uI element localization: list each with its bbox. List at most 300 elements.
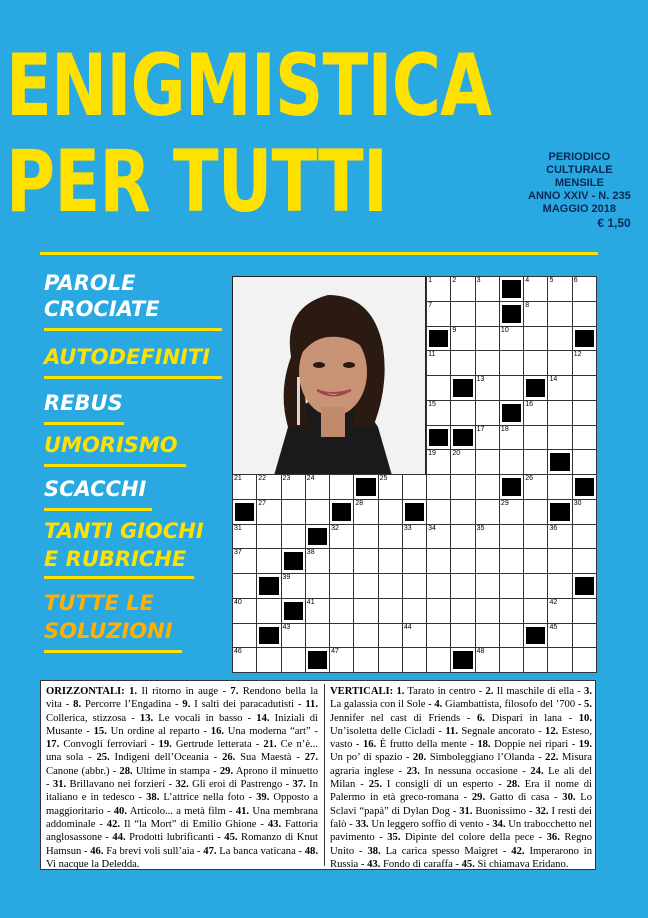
- black-square: [550, 453, 569, 471]
- grid-cell[interactable]: [378, 623, 403, 649]
- grid-cell[interactable]: [426, 400, 451, 426]
- clue-text: Un trabocchetto nel pavimento -: [330, 818, 592, 844]
- grid-cell[interactable]: [547, 548, 572, 574]
- grid-cell[interactable]: [475, 375, 500, 401]
- grid-cell[interactable]: [523, 524, 548, 550]
- cell-number: 5: [549, 277, 554, 284]
- issue-info: [528, 151, 631, 230]
- clue-number: 25.: [368, 779, 382, 791]
- clue-text: Percorre l’Engadina -: [81, 699, 183, 711]
- grid-cell[interactable]: [402, 598, 427, 624]
- grid-cell[interactable]: [402, 524, 427, 550]
- grid-cell[interactable]: [256, 598, 281, 624]
- clue-number: 43.: [367, 858, 381, 870]
- grid-cell[interactable]: [499, 350, 524, 376]
- clue-number: 33.: [355, 818, 369, 830]
- grid-cell[interactable]: [499, 499, 524, 525]
- grid-cell[interactable]: [499, 598, 524, 624]
- grid-cell[interactable]: [256, 647, 281, 673]
- grid-cell[interactable]: [402, 548, 427, 574]
- divider: [44, 576, 194, 579]
- grid-cell[interactable]: [450, 598, 475, 624]
- grid-cell[interactable]: [499, 524, 524, 550]
- grid-cell[interactable]: [572, 449, 597, 475]
- cell-number: 47: [331, 648, 339, 656]
- clue-text: La banca vaticana -: [216, 845, 305, 857]
- grid-cell[interactable]: [547, 623, 572, 649]
- grid-cell[interactable]: [353, 524, 378, 550]
- clue-number: 19.: [578, 739, 593, 751]
- grid-cell[interactable]: [281, 647, 306, 673]
- clue-text: Il maschile di ella -: [493, 686, 585, 697]
- grid-cell[interactable]: [281, 499, 306, 525]
- grid-cell[interactable]: [450, 499, 475, 525]
- clue-text: Sua Maestà -: [235, 752, 305, 764]
- grid-cell[interactable]: [475, 598, 500, 624]
- grid-cell[interactable]: [523, 598, 548, 624]
- grid-cell[interactable]: [572, 524, 597, 550]
- grid-cell[interactable]: [572, 276, 597, 302]
- clue-text: Ultime in stampa -: [132, 765, 220, 777]
- grid-cell[interactable]: [523, 474, 548, 500]
- menu-item: AUTODEFINITI: [44, 345, 211, 369]
- grid-cell[interactable]: [281, 623, 306, 649]
- grid-cell[interactable]: [572, 548, 597, 574]
- grid-cell[interactable]: [523, 425, 548, 451]
- grid-cell[interactable]: [523, 647, 548, 673]
- grid-cell[interactable]: [475, 350, 500, 376]
- grid-cell[interactable]: [426, 474, 451, 500]
- grid-cell[interactable]: [547, 400, 572, 426]
- grid-cell[interactable]: [329, 598, 354, 624]
- clue-number: 16.: [210, 725, 225, 737]
- grid-cell[interactable]: [426, 524, 451, 550]
- grid-cell[interactable]: [523, 573, 548, 599]
- grid-cell[interactable]: [426, 449, 451, 475]
- cell-number: 12: [573, 351, 582, 359]
- clue-number: 37.: [292, 779, 306, 791]
- clue-number: 1.: [396, 686, 405, 697]
- grid-cell[interactable]: [547, 425, 572, 451]
- cell-number: 2: [452, 277, 457, 284]
- grid-cell[interactable]: [499, 647, 524, 673]
- clue-number: 32.: [535, 805, 549, 817]
- grid-cell[interactable]: [256, 499, 281, 525]
- grid-cell[interactable]: [475, 623, 500, 649]
- clue-number: 5.: [584, 699, 592, 711]
- grid-cell[interactable]: [499, 548, 524, 574]
- grid-cell[interactable]: [378, 499, 403, 525]
- clue-number: 47.: [203, 845, 217, 857]
- clue-number: 42.: [106, 818, 121, 830]
- grid-cell[interactable]: [499, 425, 524, 451]
- black-square: [502, 478, 521, 496]
- grid-cell[interactable]: [523, 449, 548, 475]
- grid-cell[interactable]: [572, 301, 597, 327]
- grid-cell[interactable]: [547, 598, 572, 624]
- grid-cell[interactable]: [450, 524, 475, 550]
- clue-text: Lo Sclavi “papà” di Dylan Dog -: [330, 792, 593, 817]
- black-cell: [523, 623, 548, 649]
- divider: [44, 650, 182, 653]
- across-title: ORIZZONTALI:: [46, 686, 125, 697]
- grid-cell[interactable]: [232, 474, 257, 500]
- cell-number: 21: [234, 475, 242, 482]
- cell-number: 37: [234, 549, 242, 557]
- grid-cell[interactable]: [426, 301, 451, 327]
- clue-number: 38.: [367, 845, 381, 857]
- clue-text: Fondo di caraffa -: [380, 858, 462, 870]
- grid-cell[interactable]: [523, 548, 548, 574]
- grid-cell[interactable]: [475, 449, 500, 475]
- clue-text: Esteso, vasto -: [330, 725, 592, 751]
- grid-cell[interactable]: [329, 573, 354, 599]
- grid-cell[interactable]: [305, 499, 330, 525]
- grid-cell[interactable]: [475, 499, 500, 525]
- grid-cell[interactable]: [353, 573, 378, 599]
- grid-cell[interactable]: [305, 598, 330, 624]
- clue-number: 15.: [93, 725, 107, 737]
- clue-text: Il ritorno in auge -: [137, 686, 231, 697]
- clue-text: Romanzo di Knut Hamsun -: [46, 832, 318, 857]
- grid-cell[interactable]: [450, 623, 475, 649]
- cell-number: 4: [525, 277, 530, 284]
- black-cell: [499, 276, 524, 302]
- grid-cell[interactable]: [402, 623, 427, 649]
- cell-number: 27: [258, 499, 267, 507]
- black-cell: [353, 474, 378, 500]
- grid-cell[interactable]: [353, 548, 378, 574]
- price: € 1,50: [597, 216, 631, 230]
- cell-number: 30: [573, 499, 582, 507]
- grid-cell[interactable]: [232, 548, 257, 574]
- grid-cell[interactable]: [232, 524, 257, 550]
- grid-cell[interactable]: [499, 375, 524, 401]
- grid-cell[interactable]: [232, 647, 257, 673]
- clue-number: 2.: [485, 686, 494, 697]
- clue-text: Un leggero soffio di vento -: [368, 818, 493, 830]
- clue-number: 11.: [305, 699, 318, 711]
- black-square: [308, 528, 327, 546]
- clue-number: 27.: [304, 752, 318, 764]
- grid-cell[interactable]: [329, 647, 354, 673]
- cell-number: 44: [403, 623, 412, 631]
- grid-cell[interactable]: [305, 474, 330, 500]
- cell-number: 32: [331, 524, 339, 532]
- grid-cell[interactable]: [329, 474, 354, 500]
- clue-number: 45.: [461, 858, 475, 870]
- info-line: CULTURALE: [546, 164, 613, 176]
- clue-text: Iniziali di Musante -: [46, 712, 319, 737]
- grid-cell[interactable]: [378, 573, 403, 599]
- cell-number: 38: [306, 549, 315, 557]
- grid-cell[interactable]: [475, 326, 500, 352]
- grid-cell[interactable]: [450, 301, 475, 327]
- grid-cell[interactable]: [353, 598, 378, 624]
- cell-number: 26: [525, 475, 533, 482]
- grid-cell[interactable]: [450, 400, 475, 426]
- grid-cell[interactable]: [426, 548, 451, 574]
- cell-number: 6: [573, 277, 578, 284]
- grid-cell[interactable]: [499, 449, 524, 475]
- clue-number: 6.: [476, 712, 485, 724]
- cell-number: 3: [476, 277, 481, 284]
- cell-number: 8: [525, 301, 530, 309]
- grid-cell[interactable]: [450, 573, 475, 599]
- cell-number: 31: [234, 524, 242, 532]
- grid-cell[interactable]: [426, 499, 451, 525]
- grid-cell[interactable]: [523, 499, 548, 525]
- black-cell: [281, 598, 306, 624]
- clue-text: Le vocali in basso -: [153, 712, 257, 724]
- grid-cell[interactable]: [499, 623, 524, 649]
- grid-cell[interactable]: [353, 499, 378, 525]
- grid-cell[interactable]: [523, 276, 548, 302]
- clue-text: I consigli di un esperto -: [381, 779, 507, 791]
- grid-cell[interactable]: [475, 548, 500, 574]
- grid-cell[interactable]: [232, 573, 257, 599]
- grid-cell[interactable]: [426, 375, 451, 401]
- black-cell: [523, 375, 548, 401]
- grid-cell[interactable]: [547, 326, 572, 352]
- grid-cell[interactable]: [329, 623, 354, 649]
- grid-cell[interactable]: [329, 524, 354, 550]
- clue-number: 40.: [113, 805, 127, 817]
- black-square: [356, 478, 375, 496]
- grid-cell[interactable]: [402, 474, 427, 500]
- grid-cell[interactable]: [378, 647, 403, 673]
- black-cell: [547, 449, 572, 475]
- grid-cell[interactable]: [232, 598, 257, 624]
- clue-number: 14.: [256, 712, 270, 724]
- clue-text: Regno Unito -: [330, 832, 593, 857]
- grid-cell[interactable]: [523, 326, 548, 352]
- grid-cell[interactable]: [450, 350, 475, 376]
- clue-number: 44.: [112, 832, 126, 844]
- menu-item: PAROLE: [44, 271, 136, 295]
- black-square: [235, 503, 254, 521]
- grid-cell[interactable]: [353, 647, 378, 673]
- crossword-grid: [232, 276, 596, 672]
- clue-text: Era il nome di Palermo in età greco-romana -: [330, 779, 592, 804]
- clue-text: Dispari in lana -: [484, 712, 579, 724]
- title-line-2: PER TUTTI: [6, 132, 388, 232]
- grid-cell[interactable]: [305, 573, 330, 599]
- grid-cell[interactable]: [232, 623, 257, 649]
- grid-cell[interactable]: [256, 474, 281, 500]
- info-line: MAGGIO 2018: [542, 203, 617, 215]
- grid-cell[interactable]: [426, 647, 451, 673]
- black-cell: [450, 425, 475, 451]
- grid-cell[interactable]: [475, 276, 500, 302]
- grid-cell[interactable]: [256, 548, 281, 574]
- grid-cell[interactable]: [572, 499, 597, 525]
- grid-cell[interactable]: [426, 573, 451, 599]
- clue-text: Una membrana addominale -: [46, 805, 318, 830]
- black-cell: [450, 375, 475, 401]
- black-cell: [256, 623, 281, 649]
- grid-cell[interactable]: [353, 623, 378, 649]
- black-cell: [256, 573, 281, 599]
- black-square: [259, 627, 278, 645]
- clue-text: Si chiamava Eridano.: [474, 858, 569, 870]
- clue-number: 9.: [182, 699, 191, 711]
- black-cell: [499, 400, 524, 426]
- divider: [324, 684, 325, 866]
- grid-cell[interactable]: [426, 598, 451, 624]
- clue-text: Le ali del Milan -: [330, 765, 592, 791]
- grid-cell[interactable]: [426, 623, 451, 649]
- down-title: VERTICALI:: [330, 686, 394, 697]
- divider: [44, 422, 124, 425]
- clue-number: 31.: [459, 805, 473, 817]
- grid-cell[interactable]: [547, 573, 572, 599]
- clue-number: 10.: [578, 712, 592, 724]
- clue-number: 42.: [511, 845, 525, 857]
- black-square: [308, 651, 327, 669]
- clue-text: Prodotti lubrificanti -: [125, 832, 225, 844]
- grid-cell[interactable]: [426, 276, 451, 302]
- grid-cell[interactable]: [450, 548, 475, 574]
- clue-number: 29.: [471, 792, 486, 804]
- cell-number: 16: [525, 400, 533, 408]
- clue-text: Simboleggiano l’Olanda -: [426, 752, 546, 764]
- grid-cell[interactable]: [402, 573, 427, 599]
- black-cell: [499, 301, 524, 327]
- grid-cell[interactable]: [378, 548, 403, 574]
- black-square: [575, 577, 594, 595]
- clue-text: Vi nacque la Deledda.: [46, 858, 140, 870]
- grid-cell[interactable]: [572, 350, 597, 376]
- grid-cell[interactable]: [572, 647, 597, 673]
- clue-number: 13.: [139, 712, 154, 724]
- grid-cell[interactable]: [305, 548, 330, 574]
- clue-text: Rendono bella la vita -: [46, 686, 318, 711]
- grid-cell[interactable]: [281, 474, 306, 500]
- grid-cell[interactable]: [305, 623, 330, 649]
- grid-cell[interactable]: [426, 350, 451, 376]
- cell-number: 18: [500, 425, 509, 433]
- grid-cell[interactable]: [475, 647, 500, 673]
- grid-cell[interactable]: [450, 474, 475, 500]
- grid-cell[interactable]: [547, 350, 572, 376]
- grid-cell[interactable]: [475, 474, 500, 500]
- clue-text: I salti dei paracadutisti -: [190, 699, 306, 711]
- grid-cell[interactable]: [281, 573, 306, 599]
- grid-cell[interactable]: [572, 400, 597, 426]
- grid-cell[interactable]: [378, 524, 403, 550]
- clue-number: 19.: [158, 739, 172, 751]
- grid-cell[interactable]: [547, 301, 572, 327]
- black-square: [284, 552, 303, 570]
- grid-cell[interactable]: [378, 598, 403, 624]
- grid-cell[interactable]: [378, 474, 403, 500]
- clue-text: Imperarono in Russia -: [330, 845, 592, 870]
- black-cell: [402, 499, 427, 525]
- grid-cell[interactable]: [499, 326, 524, 352]
- clue-number: 4.: [434, 699, 443, 711]
- grid-cell[interactable]: [572, 623, 597, 649]
- grid-cell[interactable]: [572, 598, 597, 624]
- grid-cell[interactable]: [547, 276, 572, 302]
- clue-number: 20.: [412, 752, 427, 764]
- cell-number: 11: [428, 351, 436, 359]
- clue-text: Un po’ di spazio -: [330, 752, 413, 764]
- black-square: [259, 577, 278, 595]
- grid-cell[interactable]: [402, 647, 427, 673]
- cell-number: 46: [234, 648, 242, 656]
- info-line: ANNO XXIV - N. 235: [528, 190, 631, 202]
- black-cell: [329, 499, 354, 525]
- cell-number: 20: [452, 450, 461, 458]
- menu-item: TANTI GIOCHI: [44, 519, 204, 543]
- clue-text: Gli eroi di Pastrengo -: [188, 779, 293, 791]
- grid-cell[interactable]: [523, 350, 548, 376]
- grid-cell[interactable]: [547, 375, 572, 401]
- cell-number: 22: [258, 475, 267, 482]
- cell-number: 28: [355, 499, 364, 507]
- grid-cell[interactable]: [475, 524, 500, 550]
- black-square: [502, 280, 521, 298]
- grid-cell[interactable]: [450, 276, 475, 302]
- cell-number: 35: [476, 524, 485, 532]
- grid-cell[interactable]: [475, 573, 500, 599]
- clue-number: 29.: [219, 765, 234, 777]
- clue-number: 1.: [129, 686, 138, 697]
- grid-cell[interactable]: [475, 301, 500, 327]
- grid-cell[interactable]: [572, 425, 597, 451]
- clue-number: 48.: [304, 845, 318, 857]
- black-square: [332, 503, 351, 521]
- clue-text: L’attrice nella foto -: [159, 792, 257, 804]
- clue-number: 24.: [530, 765, 544, 777]
- grid-cell[interactable]: [547, 524, 572, 550]
- clue-text: Segnale ancorato -: [457, 725, 546, 737]
- clue-text: Jennifer nel cast di Friends -: [330, 712, 477, 724]
- grid-cell[interactable]: [475, 425, 500, 451]
- title-line-1: ENIGMISTICA: [6, 36, 492, 136]
- grid-cell[interactable]: [256, 524, 281, 550]
- grid-cell[interactable]: [329, 548, 354, 574]
- grid-cell[interactable]: [281, 524, 306, 550]
- clue-number: 46.: [90, 845, 104, 857]
- clue-text: Doppie nei ripari -: [490, 739, 579, 751]
- clue-text: Una moderna “art” -: [224, 725, 318, 737]
- cell-number: 1: [428, 277, 433, 284]
- clue-text: Convogli ferroviari -: [59, 739, 159, 751]
- clue-text: Fattoria anglosassone -: [46, 818, 318, 844]
- grid-cell[interactable]: [523, 400, 548, 426]
- cell-number: 10: [500, 326, 509, 334]
- divider: [44, 464, 186, 467]
- clue-text: In italiano e in tedesco -: [46, 779, 318, 804]
- divider: [40, 252, 598, 255]
- cell-number: 13: [476, 376, 485, 383]
- grid-cell[interactable]: [450, 449, 475, 475]
- grid-cell[interactable]: [475, 400, 500, 426]
- grid-cell[interactable]: [572, 375, 597, 401]
- clue-text: Gertrude letterata -: [171, 739, 264, 751]
- grid-cell[interactable]: [523, 301, 548, 327]
- grid-cell[interactable]: [547, 647, 572, 673]
- clue-text: Canone (abbr.) -: [46, 765, 120, 777]
- grid-cell[interactable]: [547, 474, 572, 500]
- clue-text: Dipinte del colore della pece -: [400, 832, 547, 844]
- grid-cell[interactable]: [499, 573, 524, 599]
- grid-cell[interactable]: [450, 326, 475, 352]
- black-cell: [426, 326, 451, 352]
- black-square: [526, 379, 545, 397]
